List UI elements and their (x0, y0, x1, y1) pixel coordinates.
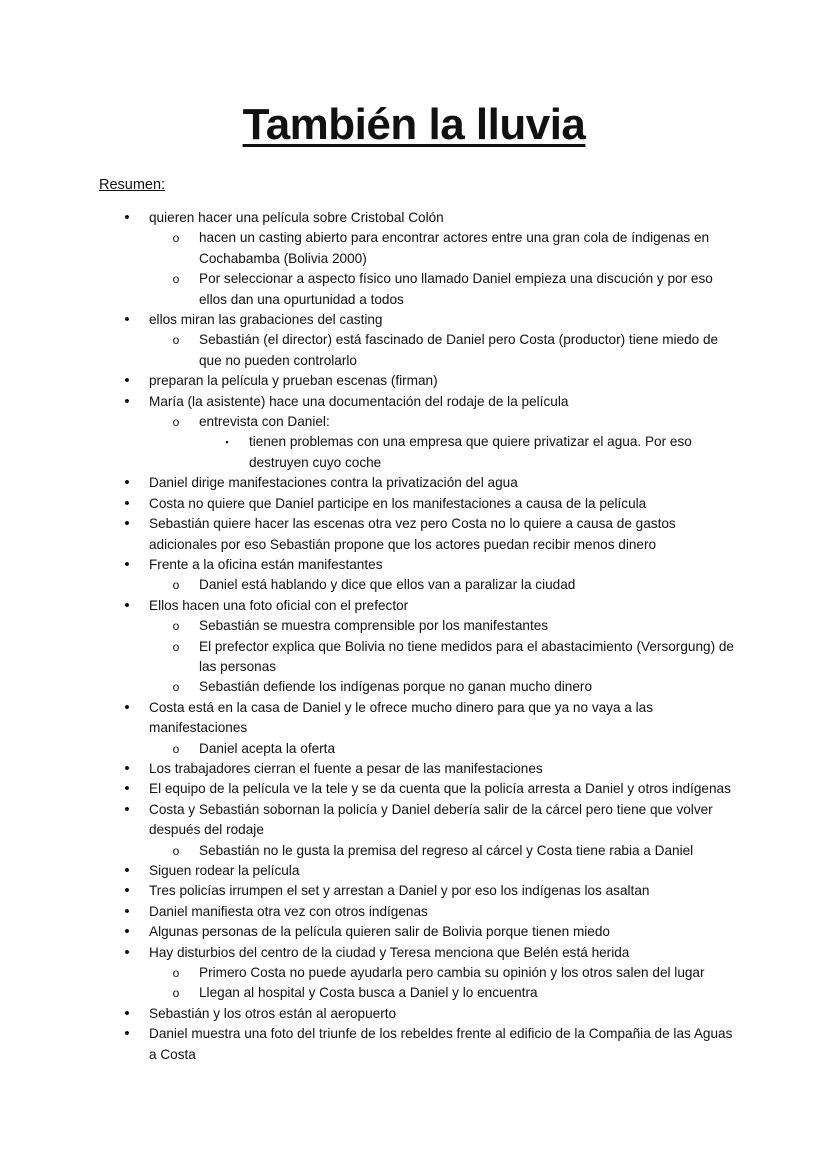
list-item (99, 779, 739, 799)
list-item-text: Por seleccionar a aspecto físico uno llamado Daniel empieza una discución y por eso ellos dan una opurtunidad a todos (199, 271, 713, 307)
bullet-marker: • (124, 494, 130, 512)
list-item-text: Siguen rodear la película (149, 863, 300, 878)
list-item-text: Los trabajadores cierran el fuente a pesar de las manifestaciones (149, 760, 543, 776)
bullet-marker: • (124, 698, 130, 716)
list-item-text: Sebastián y los otros están al aeropuerto (149, 1005, 397, 1021)
list-item (99, 330, 739, 371)
list-item-text: Sebastián defiende los indígenas porque no ganan mucho dinero (199, 679, 593, 695)
bullet-marker: • (124, 209, 130, 226)
list-item-text: Llegan al hospital y Costa busca a Daniel y lo encuentra (199, 985, 538, 1001)
list-item-text: Primero Costa no puede ayudarla pero cambia su opinión y los otros salen del lugar (199, 965, 705, 981)
bullet-marker: • (124, 923, 130, 941)
list-item (99, 698, 739, 739)
list-item (99, 371, 739, 391)
list-item (99, 943, 739, 963)
bullet-marker: o (172, 680, 180, 695)
list-item-text: preparan la película y prueban escenas (firman) (149, 373, 438, 389)
list-item (99, 983, 739, 1003)
list-item-text: Sebastián se muestra comprensible por los manifestantes (199, 618, 549, 634)
list-item (99, 473, 739, 493)
list-item-text: Algunas personas de la película quieren salir de Bolivia porque tienen miedo (149, 924, 610, 940)
list-item-text: entrevista con Daniel: (199, 414, 330, 430)
bullet-marker: • (124, 902, 130, 920)
list-item (99, 902, 739, 922)
list-item-text: Costa no quiere que Daniel participe en los manifestaciones a causa de la película (149, 495, 647, 511)
bullet-marker: o (172, 843, 180, 858)
bullet-marker: o (172, 231, 180, 246)
bullet-marker: • (124, 943, 130, 961)
bullet-marker: • (124, 311, 130, 329)
list-item (99, 392, 739, 412)
list-item (99, 759, 739, 779)
list-item-text: Daniel manifiesta otra vez con otros indígenas (149, 903, 428, 919)
list-item (99, 881, 739, 901)
list-item (99, 596, 739, 616)
bullet-marker: o (172, 272, 180, 287)
bullet-marker: • (124, 555, 130, 573)
bullet-marker: o (172, 333, 180, 348)
bullet-marker: • (124, 780, 130, 798)
list-item-text: quieren hacer una película sobre Cristobal Colón (149, 210, 444, 225)
bullet-marker: • (124, 882, 130, 900)
list-item (99, 208, 739, 228)
bullet-marker: o (172, 966, 180, 981)
bullet-marker: • (124, 800, 130, 818)
section-heading: Resumen: (99, 177, 166, 193)
list-item (99, 575, 739, 595)
list-item-text: Sebastián quiere hacer las escenas otra vez pero Costa no lo quiere a causa de gastos adicionales por eso Sebastián propone que los actores puedan recibir menos dinero (149, 516, 676, 552)
list-item (99, 412, 739, 432)
page-title: También la lluvia (242, 100, 586, 149)
list-item (99, 861, 739, 881)
list-item-text: El equipo de la película ve la tele y se da cuenta que la policía arresta a Daniel y otros indígenas (149, 781, 731, 797)
list-item (99, 1024, 739, 1065)
list-item-text: Hay disturbios del centro de la ciudad y Teresa menciona que Belén está herida (149, 944, 630, 960)
list-item-text: Daniel está hablando y dice que ellos van a paralizar la ciudad (199, 577, 576, 593)
list-item-text: Ellos hacen una foto oficial con el prefector (149, 597, 409, 613)
list-item (99, 616, 739, 636)
bullet-marker: • (124, 1025, 130, 1043)
bullet-marker: • (124, 372, 130, 390)
bullet-marker: • (124, 474, 130, 492)
list-item-text: Sebastián no le gusta la premisa del regreso al cárcel y Costa tiene rabia a Daniel (199, 842, 694, 858)
list-item-text: Frente a la oficina están manifestantes (149, 556, 383, 572)
list-item (99, 922, 739, 942)
list-item (99, 269, 739, 310)
list-item-text: Sebastián (el director) está fascinado de Daniel pero Costa (productor) tiene miedo de que no pueden controlarlo (199, 332, 719, 368)
list-item (99, 963, 739, 983)
list-item (99, 637, 739, 678)
list-item-text: tienen problemas con una empresa que quiere privatizar el agua. Por eso destruyen cuyo coche (249, 434, 692, 470)
bullet-marker: o (172, 741, 180, 756)
list-item (99, 310, 739, 330)
list-item (99, 494, 739, 514)
bullet-marker: • (124, 392, 130, 410)
list-item (99, 677, 739, 697)
list-item-text: El prefector explica que Bolivia no tiene medidos para el abastacimiento (Versorgung) de las personas (199, 638, 734, 674)
list-item-text: Tres policías irrumpen el set y arrestan a Daniel y por eso los indígenas los asaltan (149, 883, 650, 899)
list-item (99, 1004, 739, 1024)
bullet-marker: • (124, 1004, 130, 1022)
list-item (99, 841, 739, 861)
list-item-text: Costa y Sebastián sobornan la policía y Daniel debería salir de la cárcel pero tiene que volver después del rodaje (149, 801, 713, 838)
summary-list (99, 208, 739, 1065)
list-item-text: Daniel acepta la oferta (199, 740, 336, 756)
bullet-marker: o (172, 578, 180, 593)
bullet-marker: o (172, 415, 180, 430)
list-item (99, 228, 739, 269)
bullet-marker: • (124, 596, 130, 614)
bullet-marker: • (124, 759, 130, 777)
list-item (99, 514, 739, 555)
list-item (99, 739, 739, 759)
list-item (99, 800, 739, 841)
bullet-marker: o (172, 986, 180, 1001)
list-item-text: Daniel dirige manifestaciones contra la privatización del agua (149, 475, 518, 491)
list-item (99, 432, 739, 473)
list-item-text: María (la asistente) hace una documentación del rodaje de la película (149, 393, 569, 409)
bullet-marker: • (124, 862, 130, 879)
bullet-marker: o (172, 619, 180, 634)
bullet-marker: ▪ (225, 437, 229, 448)
bullet-marker: o (172, 639, 180, 654)
list-item (99, 555, 739, 575)
list-item-text: Daniel muestra una foto del triunfe de los rebeldes frente al edificio de la Compañia de las Aguas a Costa (149, 1026, 733, 1062)
list-item-text: Costa está en la casa de Daniel y le ofrece mucho dinero para que ya no vaya a las manifestaciones (149, 699, 654, 736)
bullet-marker: • (124, 515, 130, 533)
list-item-text: hacen un casting abierto para encontrar actores entre una gran cola de índigenas en Cochabamba (Bolivia 2000) (199, 230, 710, 266)
list-item-text: ellos miran las grabaciones del casting (149, 312, 383, 328)
